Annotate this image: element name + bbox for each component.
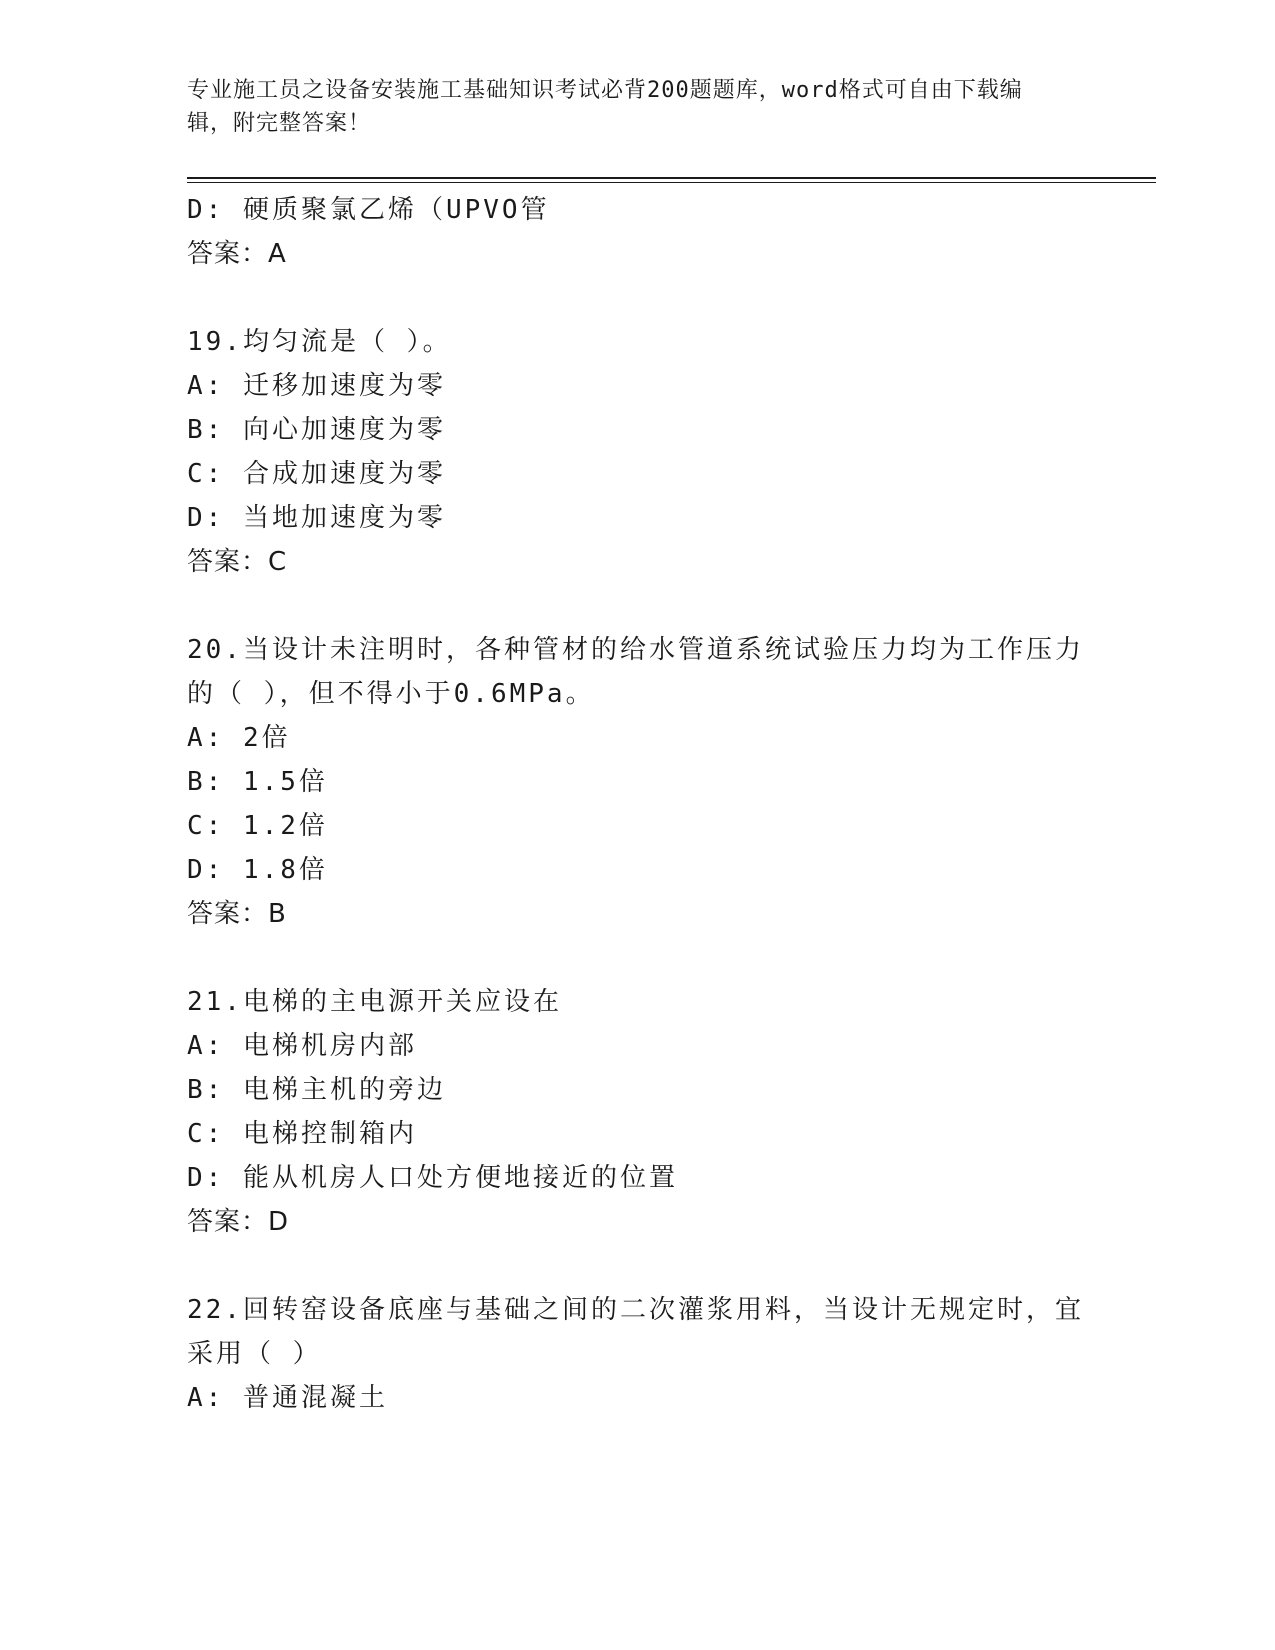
q19-option-c: C: 合成加速度为零 bbox=[187, 459, 446, 489]
header-divider-thick bbox=[187, 177, 1156, 179]
q22-stem-line-2: 采用（ ） bbox=[187, 1339, 322, 1369]
q20-stem-line-1: 20.当设计未注明时，各种管材的给水管道系统试验压力均为工作压力 bbox=[187, 635, 1084, 665]
q20-option-c: C: 1.2倍 bbox=[187, 811, 328, 841]
q20-answer: 答案：B bbox=[187, 899, 287, 929]
q18-option-d: D: 硬质聚氯乙烯（UPVO管 bbox=[187, 195, 550, 225]
q21-option-b: B: 电梯主机的旁边 bbox=[187, 1075, 446, 1105]
q19-option-b: B: 向心加速度为零 bbox=[187, 415, 446, 445]
q20-option-d: D: 1.8倍 bbox=[187, 855, 328, 885]
q22-option-a: A: 普通混凝土 bbox=[187, 1383, 388, 1413]
document-header: 专业施工员之设备安装施工基础知识考试必背200题题库，word格式可自由下载编辑，附完整答案！ bbox=[187, 78, 1023, 136]
q21-stem-line-1: 21.电梯的主电源开关应设在 bbox=[187, 987, 562, 1017]
q21-option-d: D: 能从机房人口处方便地接近的位置 bbox=[187, 1163, 678, 1193]
q19-option-a: A: 迁移加速度为零 bbox=[187, 371, 446, 401]
q19-option-d: D: 当地加速度为零 bbox=[187, 503, 446, 533]
header-divider-thin bbox=[187, 182, 1156, 183]
q21-option-a: A: 电梯机房内部 bbox=[187, 1031, 417, 1061]
q19-stem-line-1: 19.均匀流是（ ）。 bbox=[187, 327, 452, 357]
q21-option-c: C: 电梯控制箱内 bbox=[187, 1119, 417, 1149]
q22-stem-line-1: 22.回转窑设备底座与基础之间的二次灌浆用料，当设计无规定时，宜 bbox=[187, 1295, 1084, 1325]
q19-answer: 答案：C bbox=[187, 547, 288, 577]
q20-option-b: B: 1.5倍 bbox=[187, 767, 328, 797]
q21-answer: 答案：D bbox=[187, 1207, 290, 1237]
q20-stem-line-2: 的（ ），但不得小于0.6MPa。 bbox=[187, 679, 595, 709]
q18-answer: 答案：A bbox=[187, 239, 287, 269]
q20-option-a: A: 2倍 bbox=[187, 723, 291, 753]
